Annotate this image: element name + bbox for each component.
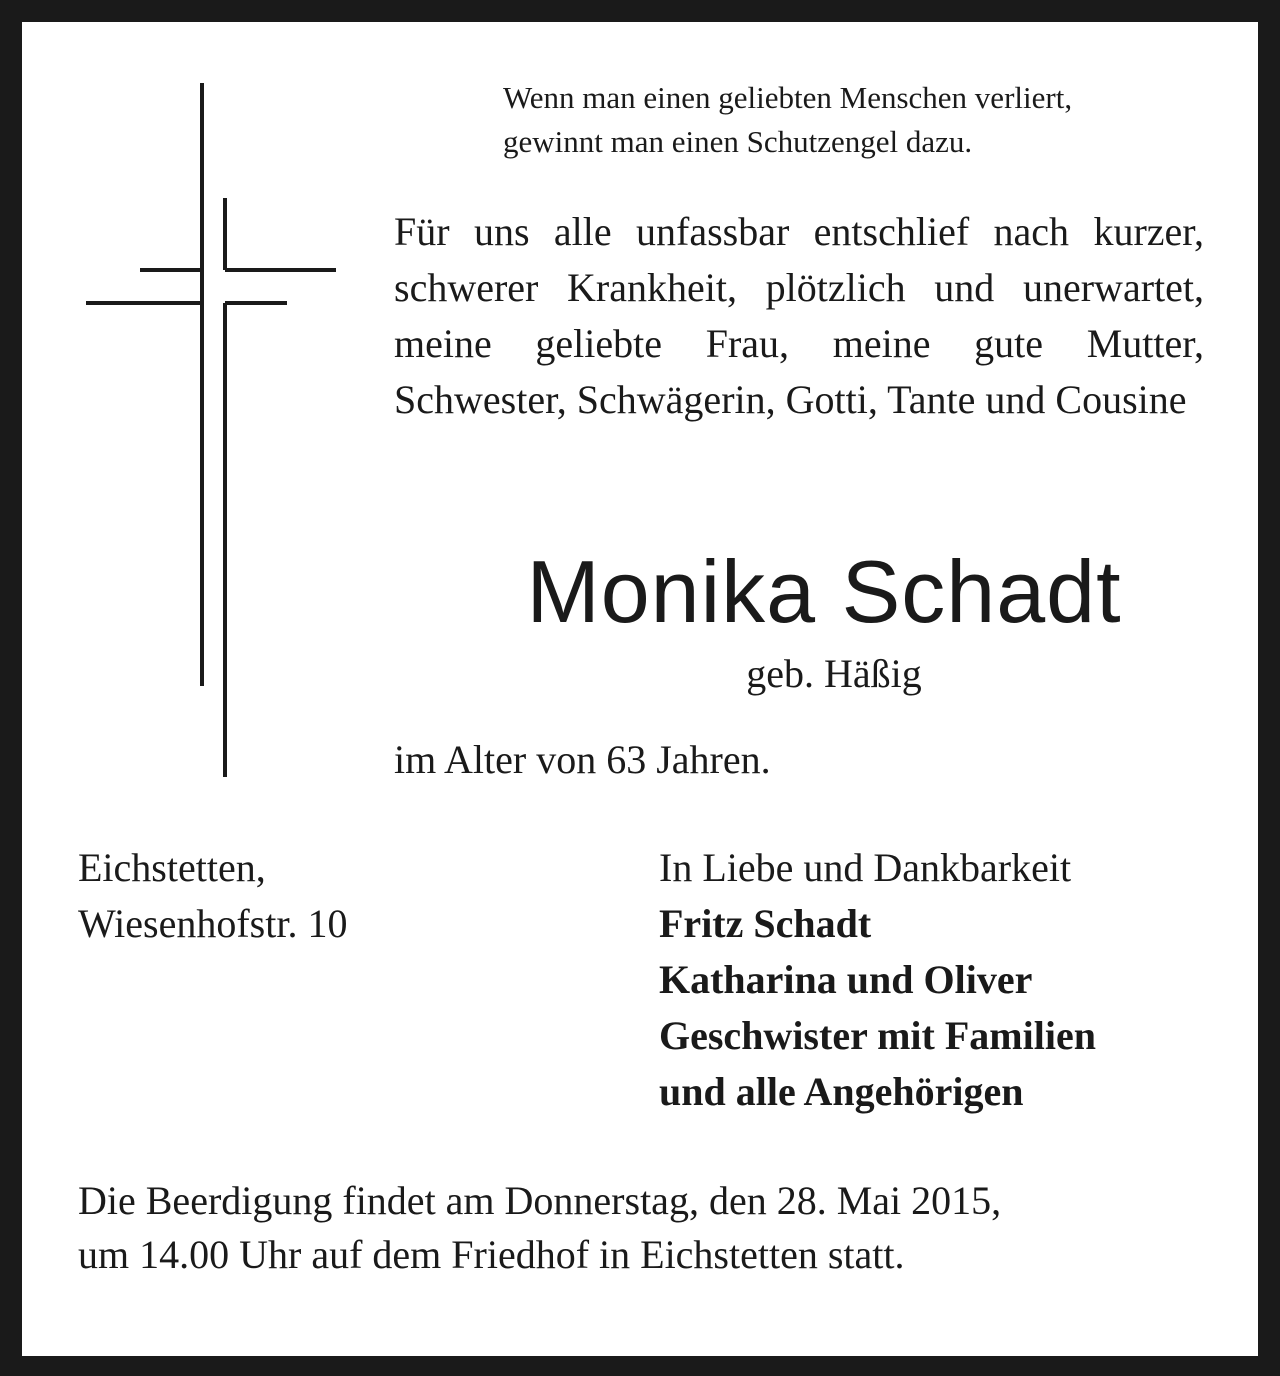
deceased-name: Monika Schadt <box>526 542 1122 641</box>
birth-name: geb. Häßig <box>746 651 922 696</box>
motto-quote <box>503 76 1223 164</box>
mourners-block <box>659 840 1096 1120</box>
mourner-name: Geschwister mit Familien <box>659 1013 1096 1058</box>
cross-icon <box>22 22 362 802</box>
funeral-line-2: um 14.00 Uhr auf dem Friedhof in Eichstetten statt. <box>78 1232 905 1277</box>
obituary-notice <box>22 22 1258 1356</box>
intro-text: Für uns alle unfassbar entschlief nach kurzer, schwerer Krankheit, plötzlich und unerwartet, meine geliebte Frau, meine gute Mutter, Schwester, Schwägerin, Gotti, Tante und Cousine <box>394 209 1204 422</box>
closing-phrase: In Liebe und Dankbarkeit <box>659 845 1072 890</box>
age-text: im Alter von 63 Jahren. <box>394 737 771 782</box>
motto-line-2: gewinnt man einen Schutzengel dazu. <box>503 124 973 159</box>
address-line-2: Wiesenhofstr. 10 <box>78 901 348 946</box>
address-block <box>78 840 347 952</box>
funeral-line-1: Die Beerdigung findet am Donnerstag, den 28. Mai 2015, <box>78 1178 1002 1223</box>
mourner-name: und alle Angehörigen <box>659 1069 1024 1114</box>
mourner-name: Katharina und Oliver <box>659 957 1033 1002</box>
mourner-name: Fritz Schadt <box>659 901 872 946</box>
motto-line-1: Wenn man einen geliebten Menschen verliert, <box>503 80 1073 115</box>
funeral-info <box>78 1174 1218 1282</box>
address-line-1: Eichstetten, <box>78 845 266 890</box>
